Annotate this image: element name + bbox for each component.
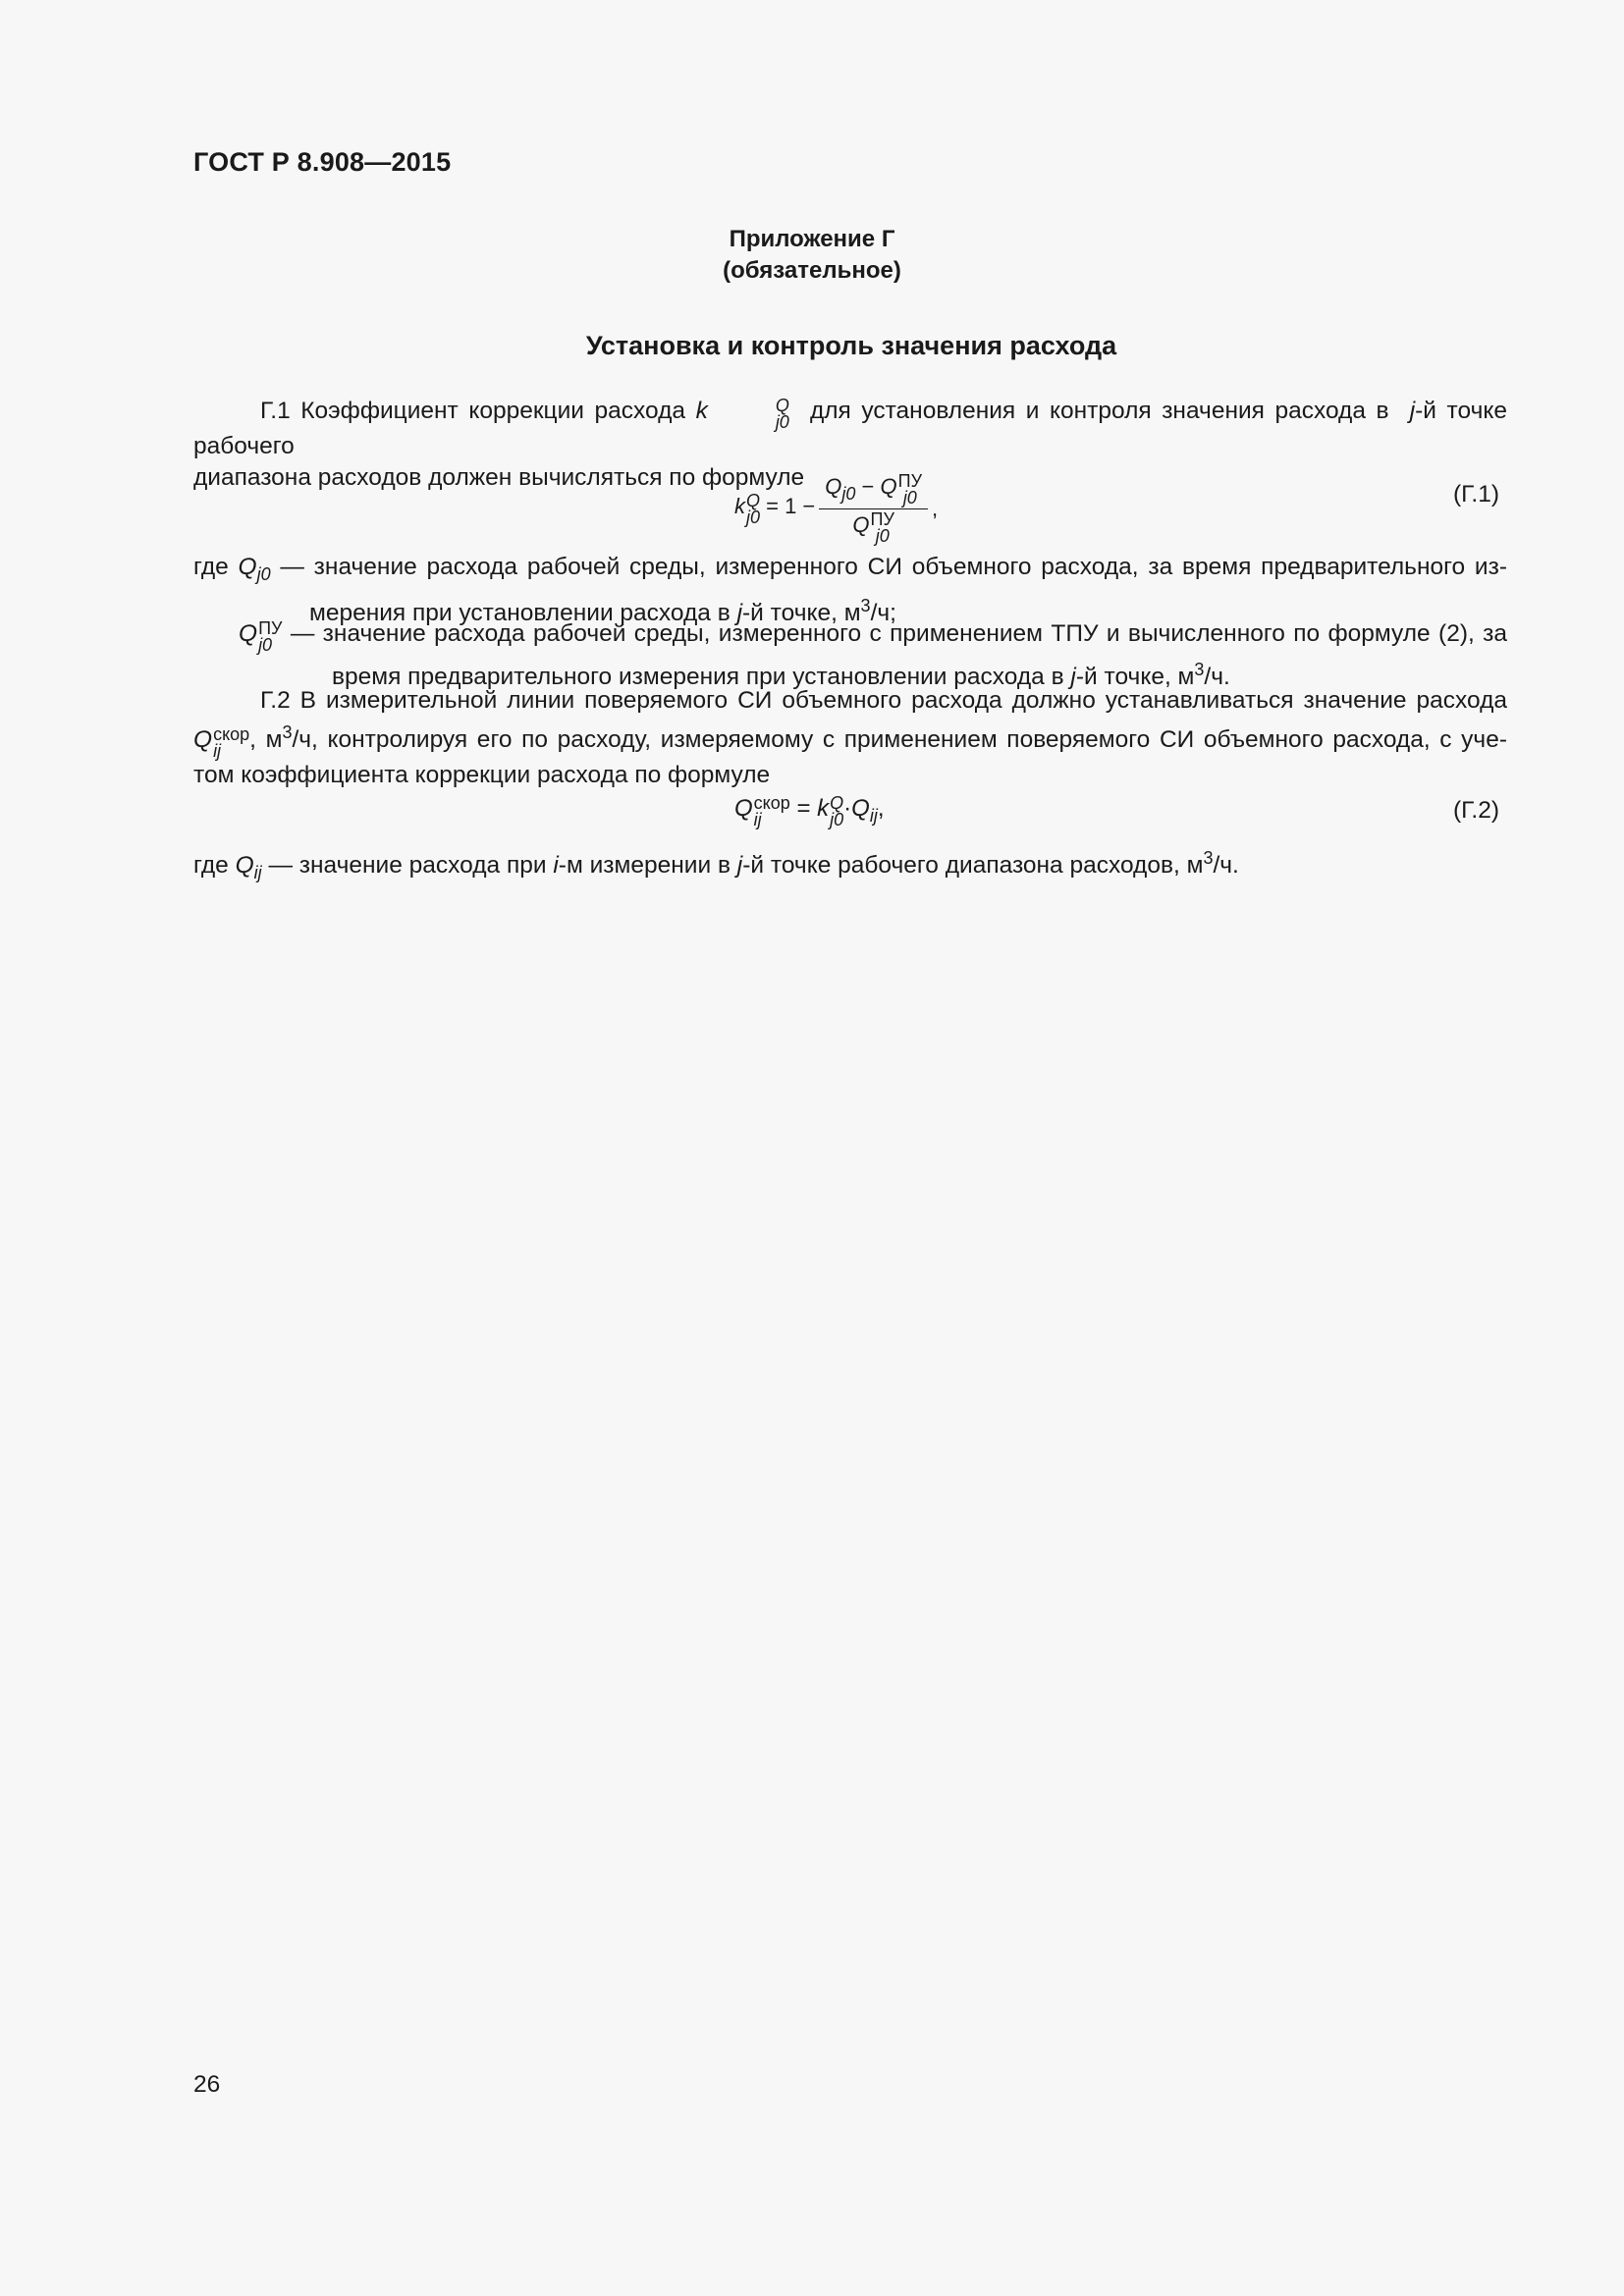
formula-g2-q-sup: скор xyxy=(753,793,790,813)
formula-g1-den-q-indices xyxy=(871,511,894,545)
formula-g2-k-sub: j0 xyxy=(830,810,844,829)
paragraph-g2-unit: , м xyxy=(249,726,283,753)
where-qpu-sup: ПУ xyxy=(258,618,283,638)
paragraph-g2-line2-text: /ч, контролируя его по расходу, измеряемому с применением поверяемого СИ объемного расхода, с уче- xyxy=(292,726,1507,753)
formula-g1-denominator xyxy=(819,509,928,545)
where-qpu-sub: j0 xyxy=(258,635,273,655)
where-q-ij-symbol: Q xyxy=(235,852,254,879)
formula-g1-den-sub: j0 xyxy=(875,526,890,546)
where-q-j0-pu xyxy=(239,618,1507,693)
formula-g1-comma: , xyxy=(932,496,939,521)
formula-g1-num-q1: Q xyxy=(825,474,842,499)
paragraph-g1-line1 xyxy=(193,396,1507,462)
formula-g1-den-sup: ПУ xyxy=(870,509,894,529)
document-code-header: ГОСТ Р 8.908—2015 xyxy=(193,147,452,177)
paragraph-g2-cube: 3 xyxy=(282,722,293,742)
paragraph-g2-q-indices xyxy=(213,726,249,760)
symbol-k-sup: Q xyxy=(775,396,789,415)
where-q-j0-end: /ч; xyxy=(870,600,896,626)
where-q-j0-pu-cube: 3 xyxy=(1194,660,1205,679)
where-q-ij-sub: ij xyxy=(253,863,262,882)
symbol-k-sub: j0 xyxy=(775,412,789,432)
where-q-ij xyxy=(193,842,1507,888)
paragraph-g2-q-sub: ij xyxy=(213,741,222,761)
where-q-j0-pu-end: /ч. xyxy=(1204,664,1230,690)
paragraph-g1-suffix: -й точке рабочего xyxy=(193,398,1507,459)
formula-g2-k-indices xyxy=(830,795,843,828)
where-q-ij-label: где xyxy=(193,852,229,879)
where-q-ij-i: i xyxy=(553,852,559,879)
paragraph-g2-q: Q xyxy=(193,726,213,753)
formula-g1-num-q2-sub: j0 xyxy=(902,488,917,507)
where-q-symbol: Q xyxy=(238,554,257,580)
paragraph-g1-middle: для установления и контроля значения расхода в xyxy=(809,398,1389,424)
symbol-j: j xyxy=(1409,398,1416,424)
formula-g1-fraction xyxy=(819,473,928,545)
formula-g2-k: k xyxy=(817,795,830,822)
appendix-status: (обязательное) xyxy=(723,257,901,284)
formula-g1-numerator xyxy=(819,473,928,509)
formula-g1-equals: = 1 − xyxy=(760,493,816,518)
where-qpu-symbol: Q xyxy=(239,620,258,647)
appendix-heading xyxy=(0,224,1624,287)
section-title: Установка и контроль значения расхода xyxy=(585,331,1117,360)
formula-g2-comma: , xyxy=(877,795,885,822)
where-q-ij-text-a: — значение расхода при xyxy=(268,852,547,879)
formula-g1-body xyxy=(734,473,938,545)
where-q-j0-unit: -й точке, м xyxy=(742,600,861,626)
formula-g1-k-indices xyxy=(746,490,761,527)
where-q-j0-pu-cont: время предварительного измерения при установлении расхода в xyxy=(332,664,1064,690)
formula-g2-q: Q xyxy=(734,795,753,822)
where-q-ij-text-d: /ч. xyxy=(1213,852,1239,879)
formula-g1-lhs xyxy=(734,490,816,527)
where-q-j0-cube: 3 xyxy=(860,596,871,615)
where-qpu-indices xyxy=(258,620,282,654)
formula-g1-k: k xyxy=(734,493,745,518)
where-q-ij-cube: 3 xyxy=(1203,848,1214,868)
where-q-j0-definition: — значение расхода рабочей среды, измеренного СИ объемного расхода, за время предварительного из- xyxy=(280,554,1507,580)
where-q-ij-text-b: -м измерении в xyxy=(558,852,731,879)
where-q-j0-pu-j: j xyxy=(1070,664,1076,690)
formula-g1-num-q1-sub: j0 xyxy=(841,484,856,504)
where-q-j0-pu-definition: — значение расхода рабочей среды, измеренного с применением ТПУ и вычисленного по формуле (2), за xyxy=(290,620,1508,647)
where-q-sub: j0 xyxy=(256,564,271,584)
formula-g1-num-q2-indices xyxy=(898,473,922,507)
formula-g1-k-sub: j0 xyxy=(746,507,761,527)
symbol-k-indices xyxy=(709,398,789,431)
formula-g1-num-q2: Q xyxy=(880,474,897,499)
where-q-ij-text-c: -й точке рабочего диапазона расходов, м xyxy=(742,852,1204,879)
where-q-j0-j: j xyxy=(736,600,743,626)
formula-g1-num-q2-sup: ПУ xyxy=(897,471,923,491)
formula-g1-minus: − xyxy=(855,474,881,499)
where-q-ij-j: j xyxy=(736,852,743,879)
formula-g1-number: (Г.1) xyxy=(1453,481,1500,507)
paragraph-g2-line1: Г.2 В измерительной линии поверяемого СИ объемного расхода должно устанавливаться значение расхода xyxy=(260,687,1507,714)
formula-g2-body xyxy=(734,795,885,828)
where-q-j0-line1 xyxy=(193,552,1507,590)
paragraph-g2-line2 xyxy=(193,717,1507,760)
formula-g1-k-sup: Q xyxy=(746,490,761,510)
where-q-j0-pu-line1 xyxy=(239,618,1507,654)
formula-g2-q-indices xyxy=(754,795,790,828)
where-label: где xyxy=(193,554,229,580)
formula-g2-dot: · xyxy=(843,795,852,822)
symbol-k: k xyxy=(695,398,708,424)
paragraph-g2-q-sup: скор xyxy=(213,724,250,744)
paragraph-g1-prefix: Г.1 Коэффициент коррекции расхода xyxy=(260,398,685,424)
formula-g2-k-sup: Q xyxy=(830,793,844,813)
page-number: 26 xyxy=(193,2071,221,2098)
paragraph-g1-line2: диапазона расходов должен вычисляться по формуле xyxy=(193,464,805,491)
where-q-j0-cont: мерения при установлении расхода в xyxy=(309,600,731,626)
paragraph-g2-line3: том коэффициента коррекции расхода по формуле xyxy=(193,762,771,788)
where-q-j0-pu-unit: -й точке, м xyxy=(1075,664,1195,690)
formula-g2-equals: = xyxy=(789,795,818,822)
formula-g2-q-sub: ij xyxy=(753,810,762,829)
paragraph-g2 xyxy=(193,685,1507,791)
formula-g2-number: (Г.2) xyxy=(1453,797,1500,824)
formula-g2-q2-sub: ij xyxy=(869,806,878,826)
formula-g1-den-q: Q xyxy=(852,512,870,537)
formula-g2-q2: Q xyxy=(851,795,870,822)
appendix-title: Приложение Г xyxy=(729,226,895,252)
